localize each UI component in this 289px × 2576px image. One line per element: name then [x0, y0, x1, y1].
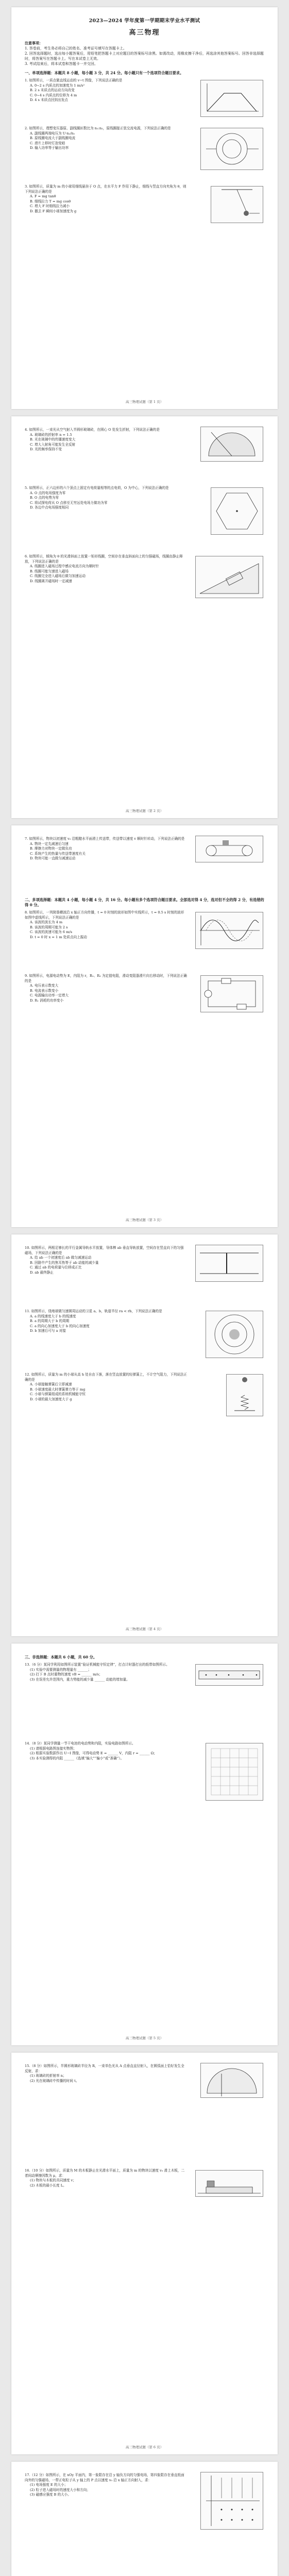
- question-part: (1) 玻璃砖的折射率 n；: [30, 2074, 66, 2078]
- question-option: B. a 的周期大于 b 的周期: [30, 1319, 70, 1323]
- section-heading: 一、单项选择题：本题共 8 小题，每小题 3 分，共 24 分。每小题只有一个选项符合题目要求。: [25, 71, 184, 75]
- question-option: D. ab 最终静止: [30, 1270, 54, 1275]
- question: [11, 1308, 278, 1371]
- question-option: D. 小球的最大加速度大于 g: [30, 1397, 72, 1401]
- block-board-figure: [195, 2170, 263, 2197]
- question-stem: 13.（6 分）某同学利用如图所示装置“验证机械能守恒定律”，打点计时器打出的纸带如图所示。: [25, 1663, 169, 1667]
- spring-figure: [226, 1374, 263, 1416]
- question-option: D. b 加速后可与 a 对接: [30, 1329, 66, 1333]
- question-stem: 8. 如图所示，一列简谐横波沿 x 轴正方向传播，t = 0 时刻的波形如图中实线所示，t = 0.5 s 时刻的波形如图中虚线所示，下列说法正确的是: [25, 910, 184, 920]
- question: [11, 972, 278, 1030]
- question-part: (1) 实验中需要测量的物理量有 ______；: [30, 1667, 92, 1672]
- field-region-figure: [200, 2472, 263, 2530]
- question: [11, 909, 278, 972]
- page-footer: 高三物理试题（第 2 页）: [125, 809, 164, 813]
- question-part: (2) 根据实验数据作出 U−I 图像，可得电动势 E = ______ V，内阻 r = ______ Ω；: [30, 1751, 157, 1755]
- question-option: A. O 点的电场强度为零: [30, 490, 66, 495]
- exam-title: 2023—2024 学年度第一学期期末学业水平测试: [89, 18, 200, 24]
- question-part: (1) 请根据电路图连接实物图；: [30, 1746, 77, 1751]
- question-option: A. 给 ab 一个初速度后 ab 做匀减速运动: [30, 1256, 92, 1260]
- question-option: C. 该波的波速可能为 6 m/s: [30, 930, 72, 934]
- question-option: B. 2 s 末质点的运动方向改变: [30, 88, 75, 92]
- question: [11, 2053, 278, 2167]
- question-option: B. 摩擦力对物块一定做负功: [30, 846, 72, 851]
- page-footer: 高三物理试题（第 4 页）: [125, 1627, 164, 1631]
- question-stem: 15.（8 分）如图所示，半圆形玻璃砖半径为 R，一束单色光从 A 点垂直直径射入，在圆弧面上恰好发生全反射，求：: [25, 2064, 184, 2073]
- question-option: C. a 的向心加速度大于 b 的向心加速度: [30, 1324, 90, 1328]
- orbit-figure: [206, 1311, 263, 1358]
- question: [11, 183, 278, 232]
- question-option: B. 原线圈电流大于副线圈电流: [30, 136, 76, 140]
- question-option: B. 该波的周期可能为 2 s: [30, 925, 68, 929]
- question: [11, 825, 278, 893]
- pendulum-figure: [211, 186, 263, 223]
- question-option: A. 0~2 s 内质点的加速度为 1 m/s²: [30, 83, 85, 88]
- question-stem: 17.（12 分）如图所示，在 xOy 平面内，第一象限存在沿 y 轴负方向的匀强电场，第四象限存在垂直纸面向外的匀强磁场，一带正电粒子从 y 轴上的 P 点以速度 v₀ 沿 x 轴正方向射入，求：: [25, 2473, 184, 2482]
- rails-figure: [195, 1245, 263, 1282]
- question-part: (2) 木板的最小长度 L。: [30, 2183, 66, 2188]
- semicircle-glass-figure: [200, 427, 263, 462]
- question-option: C. 通过 ab 的电荷量与位移成正比: [30, 1265, 82, 1269]
- question-stem: 5. 如图所示，正六边形的六个顶点上固定有电荷量相等的点电荷，O 为中心，下列说法正确的是: [25, 486, 169, 490]
- question-option: B. 电流表示数变小: [30, 988, 59, 993]
- question-option: A. F = mg tanθ: [30, 194, 56, 198]
- section-heading: 二、多项选择题：本题共 4 小题，每小题 4 分，共 16 分。每小题有多个选项符合题目要求。全部选对得 4 分，选对但不全的得 2 分，有选错的得 0 分。: [25, 897, 264, 907]
- transformer-figure: [200, 128, 263, 170]
- question-option: A. 玻璃砖的折射率 n = 1.5: [30, 432, 72, 437]
- question-stem: 16.（10 分）如图所示，质量为 M 的木板静止在光滑水平面上，质量为 m 的物块以速度 v₀ 滑上木板，二者间动摩擦因数为 μ，求：: [25, 2168, 185, 2178]
- question-option: C. 小球与弹簧组成的系统机械能守恒: [30, 1392, 86, 1396]
- page-6: [11, 2053, 278, 2454]
- question-option: B. O 点的电势为零: [30, 496, 59, 500]
- question-stem: 2. 如图所示，理想变压器原、副线圈匝数比为 n₁:n₂，原线圈接正弦交流电源，下列说法正确的是: [25, 126, 171, 130]
- question-option: A. a 的线速度大于 b 的线速度: [30, 1314, 76, 1318]
- question-stem: 10. 如图所示，两根足够长的平行金属导轨水平放置，导体棒 ab 垂直导轨放置，空间存在竖直向下的匀强磁场，下列说法正确的是: [25, 1246, 184, 1255]
- question-part: (2) 打下 B 点时重物的速度 vB = ______ m/s；: [30, 1672, 103, 1676]
- question-stem: 11. 如图所示，绕地球做匀速圆周运动的卫星 a、b，轨道半径 ra < rb，下列说法正确的是: [25, 1309, 162, 1313]
- notice-item: 3. 考试结束后，将本试卷和答题卡一并交回。: [25, 62, 98, 66]
- question-stem: 9. 如图所示，电源电动势为 E，内阻为 r，R₁、R₂ 为定值电阻，滑动变阻器滑片向右移动时，下列说法正确的是: [25, 974, 187, 983]
- question-option: A. 电压表示数变大: [30, 984, 59, 988]
- question: [11, 2462, 278, 2576]
- question: [11, 553, 278, 616]
- question-option: D. 撤去 F 瞬间小球加速度为 g: [30, 209, 77, 213]
- question-option: D. 输入功率等于输出功率: [30, 146, 69, 150]
- question-part: (3) 磁感应强度 B 的大小。: [30, 2493, 71, 2497]
- question: [11, 1661, 278, 1740]
- question-stem: 14.（8 分）某同学测量一节干电池的电动势和内阻，实验电路如图所示。: [25, 1741, 135, 1745]
- vt-graph-figure: [200, 80, 263, 117]
- question-option: C. 增大入射角可能发生全反射: [30, 442, 76, 447]
- question-part: (2) 粒子进入磁场时的速度大小和方向；: [30, 2487, 90, 2492]
- question-option: B. 细线拉力 T = mg cosθ: [30, 199, 71, 204]
- question: [11, 2167, 278, 2272]
- question-stem: 12. 如图所示，质量为 m 的小球从高 h 处自由下落，落在竖直放置的轻弹簧上，不计空气阻力，下列说法正确的是: [25, 1372, 187, 1382]
- semicircle-figure: [200, 2063, 263, 2098]
- section-heading: 三、非选择题：本题共 6 小题，共 60 分。: [25, 1655, 97, 1659]
- question: [11, 125, 278, 183]
- question-option: B. 回路中产生的焦耳热等于 ab 动能的减少量: [30, 1260, 99, 1265]
- question-option: C. 将试探电荷从 O 点移至无穷远处电场力做功为零: [30, 500, 108, 505]
- question-option: A. 副线圈两端电压为 U·n₂/n₁: [30, 131, 75, 135]
- question-option: C. 滑片上移时灯泡变暗: [30, 141, 65, 145]
- page-footer: 高三物理试题（第 5 页）: [125, 2036, 164, 2040]
- question-option: D. 光的频率保持不变: [30, 447, 62, 451]
- question-option: B. 线圈可能匀速进入磁场: [30, 569, 69, 573]
- incline-coil-figure: [195, 556, 263, 598]
- question-option: A. 该波的波长为 4 m: [30, 920, 63, 924]
- question-option: A. 线圈进入磁场过程中感应电流方向为顺时针: [30, 564, 99, 568]
- page-footer: 高三物理试题（第 3 页）: [125, 1218, 164, 1222]
- question: [11, 484, 278, 553]
- question-stem: 1. 如图所示，一质点做直线运动的 v−t 图像，下列说法正确的是: [25, 78, 123, 82]
- question-option: D. t = 0 时 x = 1 m 处质点向上振动: [30, 935, 87, 939]
- question-option: A. 物块一定先减速后匀速: [30, 841, 69, 846]
- notice: [11, 37, 278, 66]
- question-part: (1) 电场强度 E 的大小；: [30, 2483, 68, 2487]
- question-part: (3) 在误差允许范围内，重力势能的减少量 ______ 动能的增加量。: [30, 1677, 130, 1682]
- circuit-figure: [200, 975, 263, 1012]
- page-7: [11, 2462, 278, 2576]
- question-stem: 4. 如图所示，一束光从空气射入半圆形玻璃砖，在圆心 O 处发生折射，下列说法正确的是: [25, 428, 160, 432]
- page-2: [11, 416, 278, 818]
- question-option: C. 增大 F 时细线拉力减小: [30, 204, 70, 208]
- question-stem: 3. 如图所示，质量为 m 的小球用细线悬挂于 O 点，在水平力 F 作用下静止，细线与竖直方向夹角为 θ，则下列说法正确的是: [25, 184, 186, 194]
- subject-title: 高三物理: [129, 29, 160, 37]
- question-option: D. 线圈离开磁场时一定减速: [30, 579, 72, 583]
- notice-item: 2. 回答选择题时，选出每小题答案后，用铅笔把答题卡上对应题目的答案标号涂黑。如需改动，用橡皮擦干净后，再选涂其他答案标号。回答非选择题时，将答案写在答题卡上。写在本试卷上无效。: [25, 52, 264, 61]
- page-3: [11, 825, 278, 1227]
- question-option: D. R₁ 消耗的功率变小: [30, 998, 64, 1003]
- question-option: D. 4 s 末质点回到出发点: [30, 98, 68, 102]
- question-option: C. 线圈完全进入磁场后做匀加速运动: [30, 574, 86, 578]
- page-4: [11, 1234, 278, 1636]
- question-option: D. 物块可能一直做匀减速运动: [30, 856, 76, 860]
- question-option: B. 光在玻璃中的传播速度变大: [30, 437, 76, 442]
- question-part: (3) 本实验测得的内阻 ______（选填“偏大”“偏小”或“准确”）。: [30, 1756, 124, 1760]
- question: [11, 1371, 278, 1429]
- question: [11, 416, 278, 484]
- question-part: (1) 物块与木板的共同速度 v；: [30, 2178, 76, 2182]
- question-option: A. 小球接触弹簧后立即减速: [30, 1382, 72, 1386]
- wave-figure: [195, 912, 263, 949]
- question-option: B. 小球速度最大时弹簧弹力等于 mg: [30, 1387, 86, 1392]
- question-option: C. 0~4 s 内质点的位移为 4 m: [30, 93, 77, 97]
- question: [11, 1234, 278, 1308]
- notice-head: 注意事项：: [25, 41, 43, 45]
- question-option: C. 电源输出功率一定增大: [30, 993, 69, 997]
- page-5: [11, 1643, 278, 2045]
- question: [11, 1740, 278, 1865]
- question: [11, 77, 278, 125]
- conveyor-figure: [195, 836, 263, 862]
- question-option: C. 系统产生的热量与传送带速度有关: [30, 851, 86, 856]
- notice-item: 1. 答卷前，考生务必将自己的姓名、准考证号填写在答题卡上。: [25, 46, 127, 50]
- question-part: (2) 光在玻璃砖中传播的时间 t。: [30, 2078, 79, 2083]
- page-footer: 高三物理试题（第 6 页）: [125, 2445, 164, 2449]
- page-1: [11, 7, 278, 409]
- question-stem: 6. 如图所示，倾角为 θ 的光滑斜面上放置一矩形线圈，空间存在垂直斜面向上的匀强磁场，线圈由静止释放，下列说法正确的是: [25, 554, 183, 564]
- question-option: D. 各边中点电场强度相同: [30, 505, 69, 510]
- tape-figure: [195, 1664, 263, 1686]
- page-footer: 高三物理试题（第 1 页）: [125, 400, 164, 404]
- hexagon-charges-figure: [211, 487, 263, 535]
- ui-graph-grid-figure: [206, 1743, 263, 1801]
- question-stem: 7. 如图所示，物块以初速度 v₀ 沿粗糙水平面滑上传送带，传送带以速度 v 顺时针转动，下列说法正确的是: [25, 837, 185, 841]
